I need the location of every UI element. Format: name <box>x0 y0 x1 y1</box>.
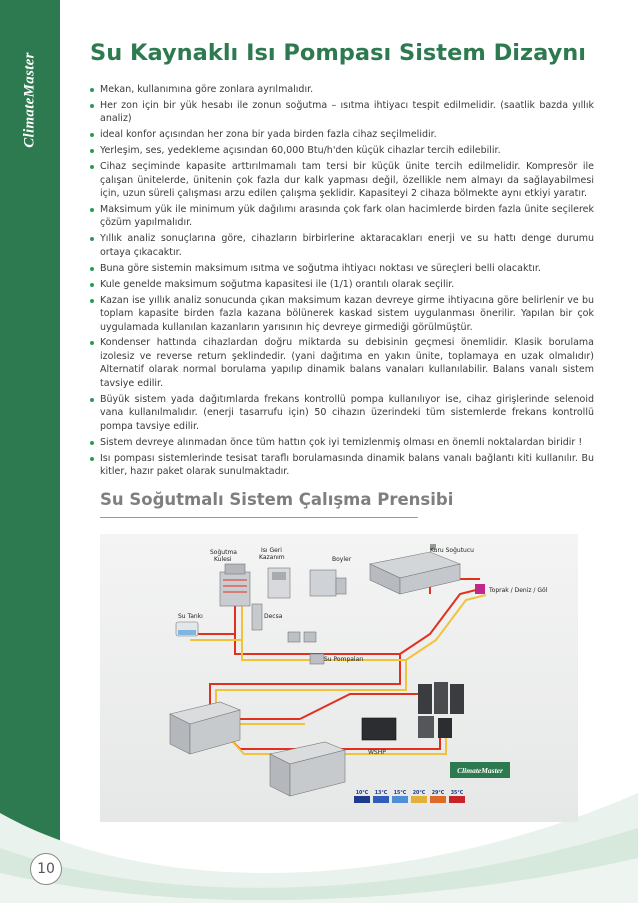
bullet-dot <box>90 267 94 271</box>
list-item-text: Yerleşim, ses, yedekleme açısından 60,000 Btu/h'den küçük cihazlar tercih edilebilir. <box>100 145 501 157</box>
system-diagram <box>100 534 578 822</box>
bullet-dot <box>90 88 94 92</box>
list-item <box>90 452 594 479</box>
list-item <box>90 262 594 276</box>
label-decsa: Decsa <box>264 613 283 620</box>
temperature-swatch <box>449 796 465 803</box>
water-tank <box>176 613 203 636</box>
list-item-text: Mekan, kullanımına göre zonlara ayrılmalıdır. <box>100 84 314 95</box>
temperature-swatch <box>430 796 446 803</box>
list-item <box>90 278 594 292</box>
bullet-dot <box>90 104 94 108</box>
list-item-text: ideal konfor açısından her zona bir yada birden fazla cihaz seçilmelidir. <box>100 129 437 141</box>
bullet-dot <box>90 208 94 212</box>
brand-badge <box>450 762 510 778</box>
label-heat-recovery-2: Kazanım <box>259 554 285 561</box>
requirements-list <box>90 83 594 481</box>
list-item-text: Isı pompası sistemlerinde tesisat taraflı borulamasında dinamik balans vanalı bağlantı kiti kullanılır. Bu kitler, hazır paket olarak sunulmaktadır. <box>100 452 594 478</box>
cooling-tower <box>210 549 250 606</box>
bullet-dot <box>90 457 94 461</box>
bullet-dot <box>90 341 94 345</box>
bullet-dot <box>90 283 94 287</box>
label-water-tank: Su Tankı <box>178 613 203 620</box>
list-item <box>90 83 594 97</box>
list-item <box>90 128 594 142</box>
label-boiler: Boyler <box>332 556 352 563</box>
dry-cooler <box>370 544 474 594</box>
temperature-label: 20°C <box>412 791 426 796</box>
label-dry-cooler: Kuru Soğutucu <box>430 547 474 554</box>
ground-source <box>475 584 548 594</box>
bullet-dot <box>90 165 94 169</box>
bullet-dot <box>90 441 94 445</box>
temperature-label: 15°C <box>393 791 407 796</box>
bullet-dot <box>90 133 94 137</box>
list-item <box>90 160 594 201</box>
page-title: Su Kaynaklı Isı Pompası Sistem Dizaynı <box>90 40 586 66</box>
list-item-text: Yıllık analiz sonuçlarına göre, cihazların birbirlerine aktaracakları enerji ve su hattı denge durumu ortaya çıkacaktır. <box>100 233 594 258</box>
label-ground-source: Toprak / Deniz / Göl <box>489 587 548 594</box>
list-item-text: Her zon için bir yük hesabı ile zonun soğutma – ısıtma ihtiyacı tespit edilmelidir. (saatlik bazda yıllık analiz) <box>100 99 594 125</box>
temperature-swatch <box>354 796 370 803</box>
list-item <box>90 203 594 230</box>
label-pumps: Su Pompaları <box>324 656 364 663</box>
list-item-text: Sistem devreye alınmadan önce tüm hattın çok iyi temizlenmiş olması en önemli noktalardan biridir ! <box>100 436 583 448</box>
temperature-label: 13°C <box>374 791 388 796</box>
list-item <box>90 99 594 126</box>
bullet-dot <box>90 149 94 153</box>
list-item <box>90 294 594 335</box>
list-item <box>90 232 594 259</box>
list-item-text: Büyük sistem yada dağıtımlarda frekans kontrollü pompa kullanılıyor ise, cihaz girişlerinde selenoid vana kullanılmalıdır. (enerji tasarrufu için) 50 cihazın üzerindeki tüm sistemlerde frekans kontrollü pompa tavsiye edilir. <box>100 393 594 432</box>
list-item <box>90 336 594 390</box>
label-wshp: WSHP <box>368 749 386 756</box>
list-item <box>90 436 594 450</box>
temperature-label: 29°C <box>431 791 445 796</box>
temperature-swatch <box>373 796 389 803</box>
section-subtitle: Su Soğutmalı Sistem Çalışma Prensibi <box>100 490 418 518</box>
temperature-label: 10°C <box>355 791 369 796</box>
list-item-text: Maksimum yük ile minimum yük dağılımı arasında çok fark olan hacimlerde birden fazla ünite seçilerek çözüm yapılmalıdır. <box>100 203 594 229</box>
label-cooling-tower-2: Kulesi <box>214 556 232 563</box>
climatemaster-logo: ClimateMaster <box>21 52 38 148</box>
temperature-swatch <box>392 796 408 803</box>
temperature-swatch <box>411 796 427 803</box>
bullet-dot <box>90 398 94 402</box>
list-item-text: Kondenser hattında cihazlardan doğru miktarda su debisinin geçmesi önemlidir. Klasik borulama izolesiz ve reverse return şeklindedir. (yani dağıtıma en yakın ünite, toplamaya en uzak olmalıdır) Alternatif olarak normal borulama yapılıp dinamik balans vanaları kullanılabilir. Balans vanalı sistem tavsiye edilir. <box>100 337 594 389</box>
system-diagram-svg <box>100 534 578 822</box>
boiler <box>310 556 352 596</box>
page-number: 10 <box>30 853 62 885</box>
supply-pipe <box>300 694 430 719</box>
temperature-scale <box>354 790 465 803</box>
list-item-text: Cihaz seçiminde kapasite arttırılmamalı tam tersi bir küçük ünite tercih edilmelidir. Kompresör ile çalışan ünitelerde, ünitenin çok fazla dur kalk yapması değil, özellikle nem almayı da sağlayabilmesi için, uzun süreli çalışması arzu edilen çalışma şeklidir. Kapasiteyi 2 cihaza bölmekte aynı etkiyi yaratır. <box>100 161 594 200</box>
temperature-label: 35°C <box>450 791 464 796</box>
bullet-dot <box>90 299 94 303</box>
bullet-dot <box>90 237 94 241</box>
list-item <box>90 393 594 434</box>
brand-badge-text: ClimateMaster <box>457 766 503 775</box>
label-cooling-tower-1: Soğutma <box>210 549 237 556</box>
decsa-unit <box>252 604 283 630</box>
supply-pipe <box>210 604 400 719</box>
list-item <box>90 144 594 158</box>
list-item-text: Kule genelde maksimum soğutma kapasitesi ile (1/1) orantılı olarak seçilir. <box>100 278 455 290</box>
list-item-text: Kazan ise yıllık analiz sonucunda çıkan maksimum kazan devreye girme ihtiyacına göre belirlenir ve bu toplam kapasite birden fazla kazana bölünerek kaskad sistem uygulanması önerilir. Yapılan bir çok uygulamada kullanılan kazanların yarısının hiç devreye girmediği görülmüştür. <box>100 294 594 333</box>
return-pipe <box>406 595 486 660</box>
list-item-text: Buna göre sistemin maksimum ısıtma ve soğutma ihtiyacı noktası ve süreçleri belli olacaktır. <box>100 262 541 274</box>
heat-recovery-boiler <box>259 547 290 598</box>
label-heat-recovery-1: Isı Geri <box>261 547 282 554</box>
